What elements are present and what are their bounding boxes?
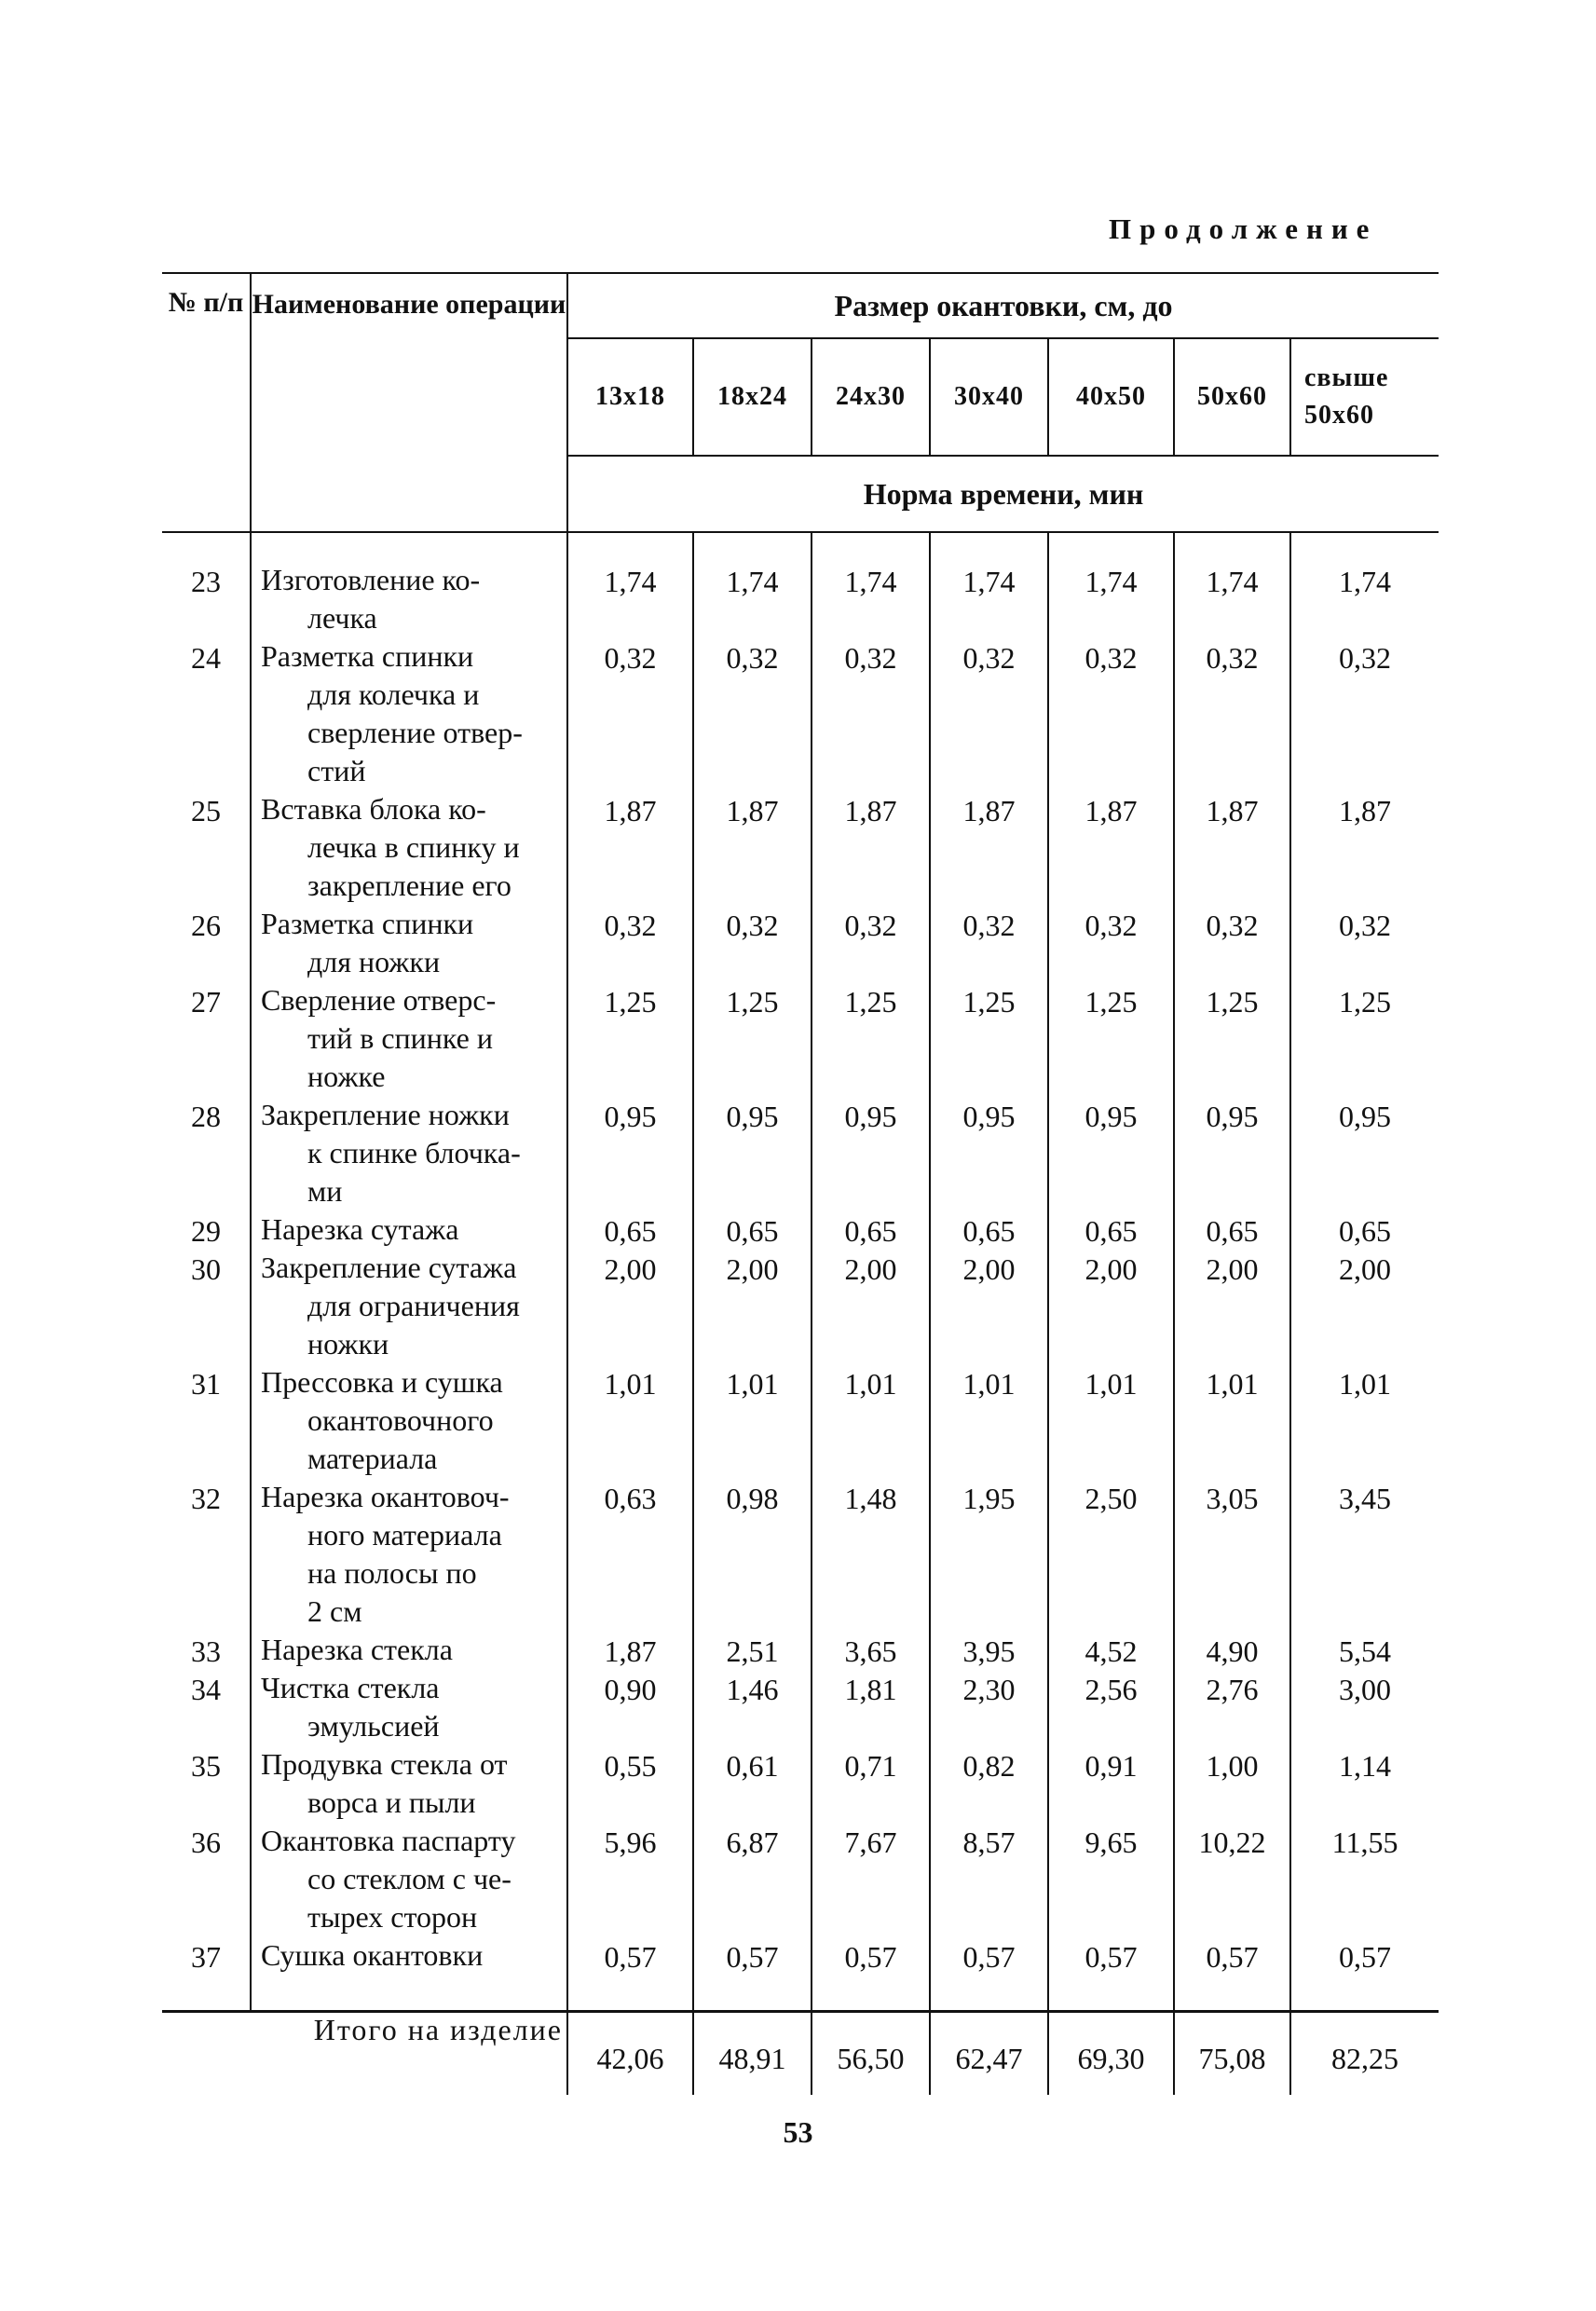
time-value: 0,32	[1048, 905, 1174, 981]
time-value: 1,01	[812, 1363, 930, 1478]
row-number: 26	[191, 909, 221, 942]
header-size-last-line1: свыше	[1304, 363, 1389, 392]
operation-name	[251, 1478, 567, 1631]
time-value: 0,95	[812, 1096, 930, 1210]
total-value: 62,47	[930, 2012, 1048, 2096]
operation-line: окантовочного	[307, 1403, 494, 1437]
time-value: 0,32	[693, 905, 812, 981]
time-value: 1,25	[930, 981, 1048, 1096]
time-value: 2,51	[693, 1631, 812, 1669]
time-value: 0,65	[567, 1210, 693, 1249]
header-size: 24x30	[812, 338, 930, 456]
time-value: 1,48	[812, 1478, 930, 1631]
total-value: 48,91	[693, 2012, 812, 2096]
total-value: 42,06	[567, 2012, 693, 2096]
header-norm: Норма времени, мин	[567, 456, 1439, 532]
time-value: 0,57	[567, 1936, 693, 1975]
time-value: 0,95	[567, 1096, 693, 1210]
time-value: 9,65	[1048, 1822, 1174, 1936]
time-value: 0,63	[567, 1478, 693, 1631]
time-value: 1,01	[1048, 1363, 1174, 1478]
time-value: 0,61	[693, 1745, 812, 1822]
header-size-last-line2: 50x60	[1304, 401, 1374, 430]
operation-name	[251, 790, 567, 905]
operation-line: Сверление отверс-	[261, 983, 497, 1017]
time-value: 1,25	[1290, 981, 1439, 1096]
time-value: 0,32	[567, 905, 693, 981]
operation-line: со стеклом с че-	[307, 1862, 512, 1895]
time-value: 4,90	[1174, 1631, 1290, 1669]
row-number: 31	[191, 1367, 221, 1401]
operation-name	[251, 1249, 567, 1363]
time-value: 3,65	[812, 1631, 930, 1669]
time-value: 1,74	[693, 561, 812, 637]
row-number: 36	[191, 1826, 221, 1859]
table-row	[162, 1631, 1439, 1669]
time-value: 0,65	[812, 1210, 930, 1249]
operation-line: Прессовка и сушка	[261, 1365, 503, 1399]
table-row	[162, 561, 1439, 637]
time-value: 0,91	[1048, 1745, 1174, 1822]
time-value: 1,87	[1290, 790, 1439, 905]
time-value: 1,87	[567, 1631, 693, 1669]
operation-line: на полосы по	[307, 1556, 477, 1590]
time-value: 0,55	[567, 1745, 693, 1822]
time-value: 1,14	[1290, 1745, 1439, 1822]
operation-line: 2 см	[307, 1594, 362, 1628]
operation-line: Закрепление ножки	[261, 1098, 510, 1131]
time-value: 0,32	[567, 637, 693, 790]
time-value: 0,57	[812, 1936, 930, 1975]
table-row	[162, 1478, 1439, 1631]
time-value: 0,57	[693, 1936, 812, 1975]
table-row	[162, 1210, 1439, 1249]
time-value: 4,52	[1048, 1631, 1174, 1669]
time-value: 1,25	[812, 981, 930, 1096]
operation-name	[251, 561, 567, 637]
row-number: 28	[191, 1100, 221, 1133]
operation-line: для ножки	[307, 945, 441, 978]
time-value: 0,32	[1174, 637, 1290, 790]
time-value: 2,00	[693, 1249, 812, 1363]
operation-line: лечка	[307, 601, 377, 635]
time-value: 5,96	[567, 1822, 693, 1936]
time-value: 0,32	[1048, 637, 1174, 790]
time-value: 1,01	[1174, 1363, 1290, 1478]
table-row	[162, 1669, 1439, 1745]
time-value: 2,76	[1174, 1669, 1290, 1745]
time-value: 1,25	[693, 981, 812, 1096]
operation-name	[251, 1096, 567, 1210]
operation-line: Окантовка паспарту	[261, 1824, 516, 1857]
time-value: 1,74	[1174, 561, 1290, 637]
time-value: 0,65	[1174, 1210, 1290, 1249]
header-size-group: Размер окантовки, см, до	[567, 273, 1439, 338]
time-value: 1,74	[1048, 561, 1174, 637]
total-value: 82,25	[1290, 2012, 1439, 2096]
time-value: 0,95	[1290, 1096, 1439, 1210]
operation-line: для ограничения	[307, 1289, 520, 1322]
operation-line: Закрепление сутажа	[261, 1251, 517, 1284]
operation-line: Нарезка стекла	[261, 1633, 453, 1666]
total-value: 75,08	[1174, 2012, 1290, 2096]
time-value: 0,65	[1048, 1210, 1174, 1249]
time-value: 0,57	[1290, 1936, 1439, 1975]
time-value: 0,32	[930, 637, 1048, 790]
table-row	[162, 1936, 1439, 1975]
operation-name	[251, 1363, 567, 1478]
total-value: 56,50	[812, 2012, 930, 2096]
time-value: 0,95	[1048, 1096, 1174, 1210]
time-value: 1,25	[1048, 981, 1174, 1096]
time-value: 5,54	[1290, 1631, 1439, 1669]
operation-line: ного материала	[307, 1518, 502, 1552]
operation-name	[251, 981, 567, 1096]
operation-line: к спинке блочка-	[307, 1136, 521, 1169]
time-value: 2,00	[567, 1249, 693, 1363]
operation-line: ножки	[307, 1327, 389, 1361]
time-value: 6,87	[693, 1822, 812, 1936]
operation-name	[251, 1936, 567, 1975]
operation-line: Изготовление ко-	[261, 563, 481, 596]
time-value: 0,65	[930, 1210, 1048, 1249]
time-value: 2,50	[1048, 1478, 1174, 1631]
time-value: 3,00	[1290, 1669, 1439, 1745]
operation-line: ножке	[307, 1060, 386, 1093]
operation-line: Нарезка окантовоч-	[261, 1480, 510, 1513]
time-value: 0,65	[693, 1210, 812, 1249]
operation-line: эмульсией	[307, 1709, 440, 1743]
row-number: 33	[191, 1634, 221, 1668]
time-value: 0,32	[1290, 637, 1439, 790]
row-number: 34	[191, 1673, 221, 1706]
operation-name	[251, 1669, 567, 1745]
time-value: 2,00	[812, 1249, 930, 1363]
time-value: 1,46	[693, 1669, 812, 1745]
page-number: 53	[783, 2115, 813, 2149]
header-size: 40x50	[1048, 338, 1174, 456]
time-value: 8,57	[930, 1822, 1048, 1936]
time-value: 1,25	[1174, 981, 1290, 1096]
time-value: 0,95	[693, 1096, 812, 1210]
operation-line: сверление отвер-	[307, 716, 523, 749]
time-norms-table	[162, 272, 1439, 2095]
table-row	[162, 1363, 1439, 1478]
time-value: 3,45	[1290, 1478, 1439, 1631]
operation-line: материала	[307, 1442, 438, 1475]
operation-line: ворса и пыли	[307, 1785, 476, 1819]
time-value: 1,01	[930, 1363, 1048, 1478]
time-value: 1,95	[930, 1478, 1048, 1631]
header-size: 13x18	[567, 338, 693, 456]
operation-line: тырех сторон	[307, 1900, 478, 1934]
table-row	[162, 981, 1439, 1096]
time-value: 1,01	[693, 1363, 812, 1478]
row-number: 37	[191, 1940, 221, 1974]
table-row	[162, 637, 1439, 790]
time-value: 1,87	[812, 790, 930, 905]
operation-line: стий	[307, 754, 366, 787]
time-value: 1,87	[693, 790, 812, 905]
time-value: 1,87	[1048, 790, 1174, 905]
total-label: Итого на изделие	[162, 2012, 567, 2096]
time-value: 0,57	[1048, 1936, 1174, 1975]
time-value: 1,74	[930, 561, 1048, 637]
time-value: 1,74	[812, 561, 930, 637]
time-value: 2,00	[930, 1249, 1048, 1363]
operation-name	[251, 637, 567, 790]
operation-name	[251, 1631, 567, 1669]
operation-name	[251, 1210, 567, 1249]
operation-line: Сушка окантовки	[261, 1938, 484, 1972]
time-value: 0,32	[693, 637, 812, 790]
header-size: 50x60	[1174, 338, 1290, 456]
operation-line: Вставка блока ко-	[261, 792, 486, 826]
header-size: 30x40	[930, 338, 1048, 456]
row-number: 35	[191, 1749, 221, 1783]
time-value: 7,67	[812, 1822, 930, 1936]
table-row	[162, 1822, 1439, 1936]
operation-line: для колечка и	[307, 677, 480, 711]
header-size: 18x24	[693, 338, 812, 456]
operation-line: ми	[307, 1174, 343, 1208]
table-row	[162, 1096, 1439, 1210]
time-value: 0,32	[812, 905, 930, 981]
time-value: 1,00	[1174, 1745, 1290, 1822]
table-row	[162, 905, 1439, 981]
time-value: 0,57	[930, 1936, 1048, 1975]
operation-line: тий в спинке и	[307, 1021, 493, 1055]
time-value: 0,95	[1174, 1096, 1290, 1210]
time-value: 0,98	[693, 1478, 812, 1631]
time-value: 11,55	[1290, 1822, 1439, 1936]
row-number: 27	[191, 985, 221, 1019]
time-value: 0,57	[1174, 1936, 1290, 1975]
operation-line: Разметка спинки	[261, 907, 474, 940]
time-value: 1,87	[1174, 790, 1290, 905]
time-value: 2,56	[1048, 1669, 1174, 1745]
operation-name	[251, 905, 567, 981]
time-value: 2,00	[1290, 1249, 1439, 1363]
table-row	[162, 790, 1439, 905]
time-value: 0,90	[567, 1669, 693, 1745]
time-value: 2,00	[1174, 1249, 1290, 1363]
time-value: 1,87	[930, 790, 1048, 905]
time-value: 0,71	[812, 1745, 930, 1822]
time-value: 1,25	[567, 981, 693, 1096]
time-value: 1,74	[567, 561, 693, 637]
operation-line: Разметка спинки	[261, 639, 474, 673]
operation-line: Чистка стекла	[261, 1671, 440, 1704]
time-value: 0,95	[930, 1096, 1048, 1210]
time-value: 1,81	[812, 1669, 930, 1745]
continuation-label: Продолжение	[1109, 212, 1378, 245]
row-number: 24	[191, 641, 221, 675]
table-row	[162, 1745, 1439, 1822]
time-value: 0,32	[930, 905, 1048, 981]
time-value: 1,74	[1290, 561, 1439, 637]
time-value: 1,87	[567, 790, 693, 905]
total-row	[162, 2012, 1439, 2096]
time-value: 0,65	[1290, 1210, 1439, 1249]
time-value: 3,95	[930, 1631, 1048, 1669]
time-value: 1,01	[567, 1363, 693, 1478]
header-operation: Наименование операции	[251, 273, 567, 532]
time-value: 0,82	[930, 1745, 1048, 1822]
time-value: 2,00	[1048, 1249, 1174, 1363]
row-number: 32	[191, 1482, 221, 1515]
header-num: № п/п	[162, 273, 251, 532]
time-value: 0,32	[1174, 905, 1290, 981]
time-value: 0,32	[1290, 905, 1439, 981]
time-value: 1,01	[1290, 1363, 1439, 1478]
operation-line: лечка в спинку и	[307, 830, 520, 864]
time-value: 3,05	[1174, 1478, 1290, 1631]
row-number: 23	[191, 565, 221, 598]
row-number: 25	[191, 794, 221, 827]
time-value: 10,22	[1174, 1822, 1290, 1936]
operation-line: Продувка стекла от	[261, 1747, 508, 1781]
operation-name	[251, 1822, 567, 1936]
operation-name	[251, 1745, 567, 1822]
time-value: 0,32	[812, 637, 930, 790]
operation-line: закрепление его	[307, 868, 512, 902]
operation-line: Нарезка сутажа	[261, 1212, 459, 1246]
row-number: 30	[191, 1252, 221, 1286]
total-value: 69,30	[1048, 2012, 1174, 2096]
table-row	[162, 1249, 1439, 1363]
header-size-last	[1290, 338, 1439, 456]
time-value: 2,30	[930, 1669, 1048, 1745]
row-number: 29	[191, 1214, 221, 1248]
